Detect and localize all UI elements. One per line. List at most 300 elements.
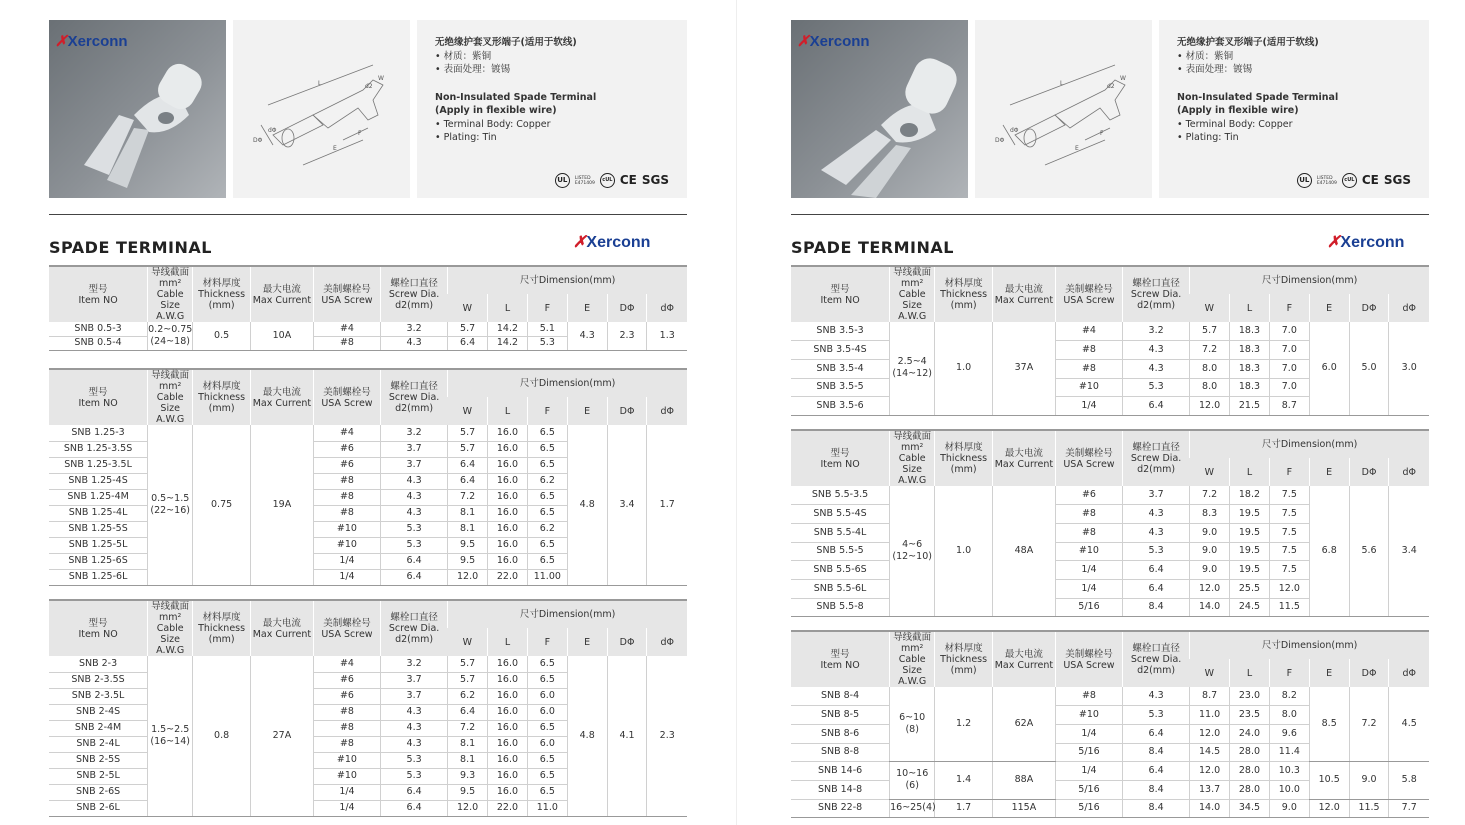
cell-item-no: SNB 1.25-4M xyxy=(49,489,148,505)
col-usa-screw: 美制螺栓号 USA Screw xyxy=(313,600,380,656)
cell-usa-screw: #4 xyxy=(313,322,380,336)
cell-l: 16.0 xyxy=(488,457,528,473)
col-dim-5: dΦ xyxy=(647,397,687,425)
cell-thickness: 1.0 xyxy=(935,486,993,617)
cell-w: 12.0 xyxy=(448,800,488,816)
col-dim-5: dΦ xyxy=(1389,458,1429,486)
cell-item-no: SNB 1.25-5S xyxy=(49,521,148,537)
cell-f: 6.5 xyxy=(527,656,567,672)
certifications xyxy=(555,173,669,188)
cell-usa-screw: #10 xyxy=(1055,378,1122,397)
cell-D: 2.3 xyxy=(607,322,647,350)
col-thickness: 材料厚度 Thickness (mm) xyxy=(935,266,993,322)
cell-item-no: SNB 2-5S xyxy=(49,752,148,768)
col-screw-dia: 螺栓口直径 Screw Dia. d2(mm) xyxy=(381,600,448,656)
col-max-current: 最大电流 Max Current xyxy=(250,369,313,425)
en-body: • Terminal Body: Copper xyxy=(435,118,551,130)
col-dim-3: E xyxy=(1309,659,1349,687)
cell-f: 7.0 xyxy=(1269,378,1309,397)
cell-screw-dia: 4.3 xyxy=(381,505,448,521)
product-photo xyxy=(791,20,968,198)
cn-title: 无绝缘护套叉形端子(适用于软线) xyxy=(1177,37,1319,48)
cell-d: 3.4 xyxy=(1389,486,1429,617)
cell-d: 1.3 xyxy=(647,322,687,350)
cell-f: 8.0 xyxy=(1269,706,1309,725)
col-dim-1: L xyxy=(488,397,528,425)
page-title: SPADE TERMINAL xyxy=(49,238,212,257)
cell-f: 5.3 xyxy=(527,336,567,350)
table-row xyxy=(791,486,1429,505)
cell-w: 5.7 xyxy=(448,672,488,688)
en-plating: • Plating: Tin xyxy=(1177,132,1239,143)
cell-f: 12.0 xyxy=(1269,579,1309,598)
cn-material: • 材质：紫铜 xyxy=(1177,50,1234,62)
cell-f: 11.4 xyxy=(1269,743,1309,762)
cell-f: 11.00 xyxy=(527,569,567,585)
cell-l: 23.0 xyxy=(1230,687,1270,706)
col-dim-3: E xyxy=(567,294,607,322)
dimension-diagram xyxy=(975,20,1152,198)
cell-f: 6.0 xyxy=(527,736,567,752)
col-dim-1: L xyxy=(1230,294,1270,322)
cell-screw-dia: 6.4 xyxy=(1123,397,1190,416)
cell-f: 7.5 xyxy=(1269,542,1309,561)
cell-l: 22.0 xyxy=(488,569,528,585)
cell-item-no: SNB 5.5-3.5 xyxy=(791,486,890,505)
ul-icon: UL xyxy=(1297,173,1312,188)
col-dim-2: F xyxy=(527,397,567,425)
cell-f: 6.5 xyxy=(527,720,567,736)
col-dim-0: W xyxy=(448,397,488,425)
cell-l: 16.0 xyxy=(488,553,528,569)
cell-d: 3.0 xyxy=(1389,322,1429,415)
cell-screw-dia: 8.4 xyxy=(1123,598,1190,617)
cell-cable-size: 4~6 (12~10) xyxy=(890,486,935,617)
cell-e: 12.0 xyxy=(1309,799,1349,818)
cell-l: 24.5 xyxy=(1230,598,1270,617)
cell-f: 6.5 xyxy=(527,537,567,553)
cell-screw-dia: 3.2 xyxy=(381,322,448,336)
cell-f: 8.2 xyxy=(1269,687,1309,706)
cell-l: 28.0 xyxy=(1230,780,1270,799)
cell-f: 6.2 xyxy=(527,473,567,489)
cell-w: 7.2 xyxy=(448,489,488,505)
spec-table xyxy=(791,630,1429,818)
cell-usa-screw: #4 xyxy=(1055,322,1122,341)
col-dim-3: E xyxy=(1309,458,1349,486)
col-dim-4: DΦ xyxy=(1349,458,1389,486)
cell-w: 12.0 xyxy=(1190,762,1230,781)
label-l: L xyxy=(1060,80,1064,87)
cell-w: 7.2 xyxy=(1190,341,1230,360)
cell-item-no: SNB 1.25-5L xyxy=(49,537,148,553)
cell-e: 6.8 xyxy=(1309,486,1349,617)
cell-usa-screw: #8 xyxy=(1055,687,1122,706)
col-item-no: 型号 Item NO xyxy=(49,369,148,425)
col-max-current: 最大电流 Max Current xyxy=(992,631,1055,687)
cell-w: 8.0 xyxy=(1190,378,1230,397)
cell-l: 14.2 xyxy=(488,336,528,350)
en-body: • Terminal Body: Copper xyxy=(1177,118,1293,130)
cell-f: 7.0 xyxy=(1269,359,1309,378)
col-cable-size: 导线截面mm² Cable Size A.W.G xyxy=(148,600,193,656)
cell-cable-size: 0.5~1.5 (22~16) xyxy=(148,425,193,585)
cell-w: 12.0 xyxy=(1190,579,1230,598)
cell-screw-dia: 8.4 xyxy=(1123,780,1190,799)
label-e: E xyxy=(333,145,337,152)
cell-f: 6.5 xyxy=(527,441,567,457)
cell-usa-screw: 5/16 xyxy=(1055,743,1122,762)
col-dimension: 尺寸Dimension(mm) xyxy=(448,600,687,628)
cell-w: 12.0 xyxy=(1190,724,1230,743)
label-f: F xyxy=(358,130,362,137)
cell-usa-screw: 1/4 xyxy=(313,784,380,800)
cell-thickness: 0.8 xyxy=(193,656,251,816)
cell-e: 10.5 xyxy=(1309,762,1349,799)
cell-f: 7.0 xyxy=(1269,341,1309,360)
col-dim-0: W xyxy=(448,294,488,322)
col-cable-size: 导线截面mm² Cable Size A.W.G xyxy=(890,631,935,687)
cell-f: 6.0 xyxy=(527,704,567,720)
cell-usa-screw: #8 xyxy=(1055,341,1122,360)
cell-w: 8.3 xyxy=(1190,505,1230,524)
table-row xyxy=(49,656,687,672)
cell-screw-dia: 3.2 xyxy=(381,425,448,441)
cell-w: 8.1 xyxy=(448,521,488,537)
cell-usa-screw: #8 xyxy=(313,336,380,350)
col-max-current: 最大电流 Max Current xyxy=(992,266,1055,322)
cell-usa-screw: #8 xyxy=(313,489,380,505)
cell-item-no: SNB 8-8 xyxy=(791,743,890,762)
col-dim-1: L xyxy=(488,628,528,656)
col-dimension: 尺寸Dimension(mm) xyxy=(1190,631,1429,659)
label-dphi: dΦ xyxy=(1010,127,1019,134)
cell-item-no: SNB 2-3.5L xyxy=(49,688,148,704)
table-row xyxy=(49,425,687,441)
spade-terminal-image xyxy=(49,20,226,198)
col-item-no: 型号 Item NO xyxy=(49,266,148,322)
cell-l: 21.5 xyxy=(1230,397,1270,416)
cell-w: 14.0 xyxy=(1190,598,1230,617)
label-f: F xyxy=(1100,130,1104,137)
cell-screw-dia: 4.3 xyxy=(1123,505,1190,524)
col-thickness: 材料厚度 Thickness (mm) xyxy=(193,369,251,425)
cell-screw-dia: 3.7 xyxy=(381,672,448,688)
cell-screw-dia: 6.4 xyxy=(381,553,448,569)
col-dim-2: F xyxy=(527,294,567,322)
cell-f: 10.3 xyxy=(1269,762,1309,781)
cell-l: 19.5 xyxy=(1230,542,1270,561)
cell-screw-dia: 6.4 xyxy=(381,569,448,585)
cell-l: 19.5 xyxy=(1230,561,1270,580)
cell-max-current: 48A xyxy=(992,486,1055,617)
label-DPhi: DΦ xyxy=(995,137,1005,144)
cell-w: 8.1 xyxy=(448,736,488,752)
col-dim-5: dΦ xyxy=(647,628,687,656)
cell-usa-screw: #10 xyxy=(1055,706,1122,725)
cell-screw-dia: 8.4 xyxy=(1123,743,1190,762)
cell-item-no: SNB 3.5-4S xyxy=(791,341,890,360)
cell-w: 5.7 xyxy=(448,656,488,672)
cell-item-no: SNB 14-6 xyxy=(791,762,890,781)
cell-max-current: 10A xyxy=(250,322,313,350)
ce-mark: CE xyxy=(619,172,637,187)
cell-screw-dia: 5.3 xyxy=(1123,706,1190,725)
col-thickness: 材料厚度 Thickness (mm) xyxy=(193,600,251,656)
col-dim-3: E xyxy=(1309,294,1349,322)
cell-l: 16.0 xyxy=(488,537,528,553)
certifications xyxy=(1297,173,1411,188)
col-dim-0: W xyxy=(1190,458,1230,486)
cell-usa-screw: 1/4 xyxy=(1055,724,1122,743)
table-row xyxy=(791,687,1429,706)
cell-usa-screw: 5/16 xyxy=(1055,598,1122,617)
spec-panel xyxy=(1159,20,1429,198)
col-max-current: 最大电流 Max Current xyxy=(250,266,313,322)
cell-D: 11.5 xyxy=(1349,799,1389,818)
dimension-diagram xyxy=(233,20,410,198)
cell-usa-screw: #6 xyxy=(313,441,380,457)
cell-w: 5.7 xyxy=(448,322,488,336)
cell-d: 2.3 xyxy=(647,656,687,816)
cell-item-no: SNB 2-3.5S xyxy=(49,672,148,688)
col-max-current: 最大电流 Max Current xyxy=(992,430,1055,486)
cell-D: 5.0 xyxy=(1349,322,1389,415)
col-dim-5: dΦ xyxy=(1389,294,1429,322)
col-cable-size: 导线截面mm² Cable Size A.W.G xyxy=(890,266,935,322)
cell-l: 14.2 xyxy=(488,322,528,336)
cell-w: 6.4 xyxy=(448,704,488,720)
cell-screw-dia: 5.3 xyxy=(381,768,448,784)
cell-screw-dia: 6.4 xyxy=(381,800,448,816)
cell-w: 6.2 xyxy=(448,688,488,704)
cell-screw-dia: 4.3 xyxy=(381,720,448,736)
cell-l: 34.5 xyxy=(1230,799,1270,818)
cell-f: 6.5 xyxy=(527,457,567,473)
cell-f: 6.0 xyxy=(527,688,567,704)
cell-D: 7.2 xyxy=(1349,687,1389,762)
cell-f: 7.0 xyxy=(1269,322,1309,341)
label-w: W xyxy=(378,75,384,82)
col-screw-dia: 螺栓口直径 Screw Dia. d2(mm) xyxy=(1123,631,1190,687)
cell-screw-dia: 3.7 xyxy=(381,688,448,704)
cell-max-current: 19A xyxy=(250,425,313,585)
header-logo: ✗Xerconn xyxy=(573,234,651,251)
cell-f: 6.5 xyxy=(527,768,567,784)
cell-screw-dia: 3.7 xyxy=(381,441,448,457)
cell-item-no: SNB 2-4S xyxy=(49,704,148,720)
cell-screw-dia: 3.7 xyxy=(381,457,448,473)
col-dim-4: DΦ xyxy=(607,294,647,322)
col-dim-1: L xyxy=(1230,659,1270,687)
col-item-no: 型号 Item NO xyxy=(791,430,890,486)
brand-logo: ✗Xerconn xyxy=(55,33,128,50)
cell-screw-dia: 5.3 xyxy=(381,752,448,768)
cell-l: 23.5 xyxy=(1230,706,1270,725)
cell-usa-screw: 5/16 xyxy=(1055,780,1122,799)
cell-item-no: SNB 1.25-3.5S xyxy=(49,441,148,457)
cell-usa-screw: #8 xyxy=(313,505,380,521)
label-e: E xyxy=(1075,145,1079,152)
cell-item-no: SNB 5.5-4L xyxy=(791,523,890,542)
cn-plating: • 表面处理：镀锡 xyxy=(1177,64,1253,75)
cell-l: 16.0 xyxy=(488,720,528,736)
spec-table xyxy=(49,265,687,351)
cn-title: 无绝缘护套叉形端子(适用于软线) xyxy=(435,37,577,48)
cell-usa-screw: #6 xyxy=(1055,486,1122,505)
col-dim-4: DΦ xyxy=(1349,294,1389,322)
col-screw-dia: 螺栓口直径 Screw Dia. d2(mm) xyxy=(1123,266,1190,322)
label-dphi: dΦ xyxy=(268,127,277,134)
cell-f: 6.5 xyxy=(527,672,567,688)
cell-l: 24.0 xyxy=(1230,724,1270,743)
cell-l: 18.2 xyxy=(1230,486,1270,505)
cell-screw-dia: 3.2 xyxy=(381,656,448,672)
cell-screw-dia: 4.3 xyxy=(381,336,448,350)
cell-usa-screw: 1/4 xyxy=(1055,561,1122,580)
col-usa-screw: 美制螺栓号 USA Screw xyxy=(313,369,380,425)
cell-item-no: SNB 8-4 xyxy=(791,687,890,706)
en-title: Non-Insulated Spade Terminal xyxy=(1177,91,1339,103)
col-thickness: 材料厚度 Thickness (mm) xyxy=(935,631,993,687)
cell-screw-dia: 4.3 xyxy=(1123,687,1190,706)
cell-l: 18.3 xyxy=(1230,322,1270,341)
cell-item-no: SNB 2-6L xyxy=(49,800,148,816)
cell-l: 28.0 xyxy=(1230,762,1270,781)
cell-thickness: 1.4 xyxy=(935,762,993,799)
cell-screw-dia: 6.4 xyxy=(1123,724,1190,743)
cell-l: 16.0 xyxy=(488,688,528,704)
cell-f: 9.6 xyxy=(1269,724,1309,743)
cell-w: 13.7 xyxy=(1190,780,1230,799)
cell-f: 7.5 xyxy=(1269,561,1309,580)
cell-f: 9.0 xyxy=(1269,799,1309,818)
cell-usa-screw: #6 xyxy=(313,672,380,688)
col-max-current: 最大电流 Max Current xyxy=(250,600,313,656)
cell-l: 16.0 xyxy=(488,505,528,521)
spec-panel xyxy=(417,20,687,198)
table-row xyxy=(791,762,1429,781)
cell-screw-dia: 3.7 xyxy=(1123,486,1190,505)
cell-max-current: 115A xyxy=(992,799,1055,818)
label-d2: d2 xyxy=(1107,83,1115,90)
cell-w: 12.0 xyxy=(448,569,488,585)
cell-w: 8.1 xyxy=(448,505,488,521)
col-dim-0: W xyxy=(1190,659,1230,687)
table-row xyxy=(49,322,687,336)
cell-d: 7.7 xyxy=(1389,799,1429,818)
cell-D: 9.0 xyxy=(1349,762,1389,799)
cell-usa-screw: #6 xyxy=(313,457,380,473)
cell-screw-dia: 4.3 xyxy=(381,473,448,489)
cell-w: 9.5 xyxy=(448,553,488,569)
col-usa-screw: 美制螺栓号 USA Screw xyxy=(1055,430,1122,486)
label-w: W xyxy=(1120,75,1126,82)
cell-item-no: SNB 2-4M xyxy=(49,720,148,736)
table-row xyxy=(791,322,1429,341)
spec-table xyxy=(791,429,1429,617)
cell-l: 28.0 xyxy=(1230,743,1270,762)
cn-material: • 材质：紫铜 xyxy=(435,50,492,62)
cell-item-no: SNB 5.5-4S xyxy=(791,505,890,524)
cell-w: 9.0 xyxy=(1190,542,1230,561)
col-dim-0: W xyxy=(448,628,488,656)
cell-screw-dia: 5.3 xyxy=(1123,542,1190,561)
sgs-mark: SGS xyxy=(641,172,669,187)
cell-l: 16.0 xyxy=(488,784,528,800)
cell-l: 16.0 xyxy=(488,752,528,768)
cell-e: 4.8 xyxy=(567,425,607,585)
cell-l: 18.3 xyxy=(1230,359,1270,378)
cell-thickness: 0.5 xyxy=(193,322,251,350)
cell-f: 5.1 xyxy=(527,322,567,336)
cell-item-no: SNB 5.5-6S xyxy=(791,561,890,580)
cell-f: 6.2 xyxy=(527,521,567,537)
cell-d: 4.5 xyxy=(1389,687,1429,762)
cell-w: 9.3 xyxy=(448,768,488,784)
label-l: L xyxy=(318,80,322,87)
cell-usa-screw: #10 xyxy=(1055,542,1122,561)
cell-max-current: 62A xyxy=(992,687,1055,762)
cell-l: 19.5 xyxy=(1230,505,1270,524)
cell-D: 4.1 xyxy=(607,656,647,816)
cell-screw-dia: 8.4 xyxy=(1123,799,1190,818)
cell-usa-screw: #8 xyxy=(313,704,380,720)
cell-item-no: SNB 1.25-6L xyxy=(49,569,148,585)
cell-e: 6.0 xyxy=(1309,322,1349,415)
cell-d: 1.7 xyxy=(647,425,687,585)
right-page xyxy=(742,0,1465,825)
cell-thickness: 1.7 xyxy=(935,799,993,818)
cell-usa-screw: 1/4 xyxy=(313,553,380,569)
cell-l: 16.0 xyxy=(488,521,528,537)
cell-l: 25.5 xyxy=(1230,579,1270,598)
cell-w: 9.0 xyxy=(1190,523,1230,542)
cell-item-no: SNB 8-6 xyxy=(791,724,890,743)
cell-item-no: SNB 3.5-6 xyxy=(791,397,890,416)
ce-mark: CE xyxy=(1361,172,1379,187)
cell-f: 6.5 xyxy=(527,784,567,800)
cell-usa-screw: #10 xyxy=(313,768,380,784)
en-subtitle: (Apply in flexible wire) xyxy=(1177,105,1299,116)
en-plating: • Plating: Tin xyxy=(435,132,497,143)
cell-l: 19.5 xyxy=(1230,523,1270,542)
cell-screw-dia: 5.3 xyxy=(1123,378,1190,397)
cell-usa-screw: 1/4 xyxy=(1055,397,1122,416)
cell-screw-dia: 4.3 xyxy=(381,704,448,720)
cell-cable-size: 16~25(4) xyxy=(890,799,935,818)
cell-item-no: SNB 2-3 xyxy=(49,656,148,672)
cell-w: 5.7 xyxy=(448,441,488,457)
cell-cable-size: 10~16 (6) xyxy=(890,762,935,799)
col-cable-size: 导线截面mm² Cable Size A.W.G xyxy=(890,430,935,486)
cell-item-no: SNB 22-8 xyxy=(791,799,890,818)
cell-cable-size: 2.5~4 (14~12) xyxy=(890,322,935,415)
cell-w: 8.1 xyxy=(448,752,488,768)
cell-usa-screw: #10 xyxy=(313,521,380,537)
cell-l: 16.0 xyxy=(488,489,528,505)
col-dim-4: DΦ xyxy=(607,397,647,425)
col-dim-1: L xyxy=(1230,458,1270,486)
cell-max-current: 27A xyxy=(250,656,313,816)
cell-thickness: 0.75 xyxy=(193,425,251,585)
col-dim-0: W xyxy=(1190,294,1230,322)
label-DPhi: DΦ xyxy=(253,137,263,144)
cell-usa-screw: #8 xyxy=(313,720,380,736)
brand-logo: ✗Xerconn xyxy=(797,33,870,50)
cell-item-no: SNB 3.5-5 xyxy=(791,378,890,397)
cell-D: 5.6 xyxy=(1349,486,1389,617)
